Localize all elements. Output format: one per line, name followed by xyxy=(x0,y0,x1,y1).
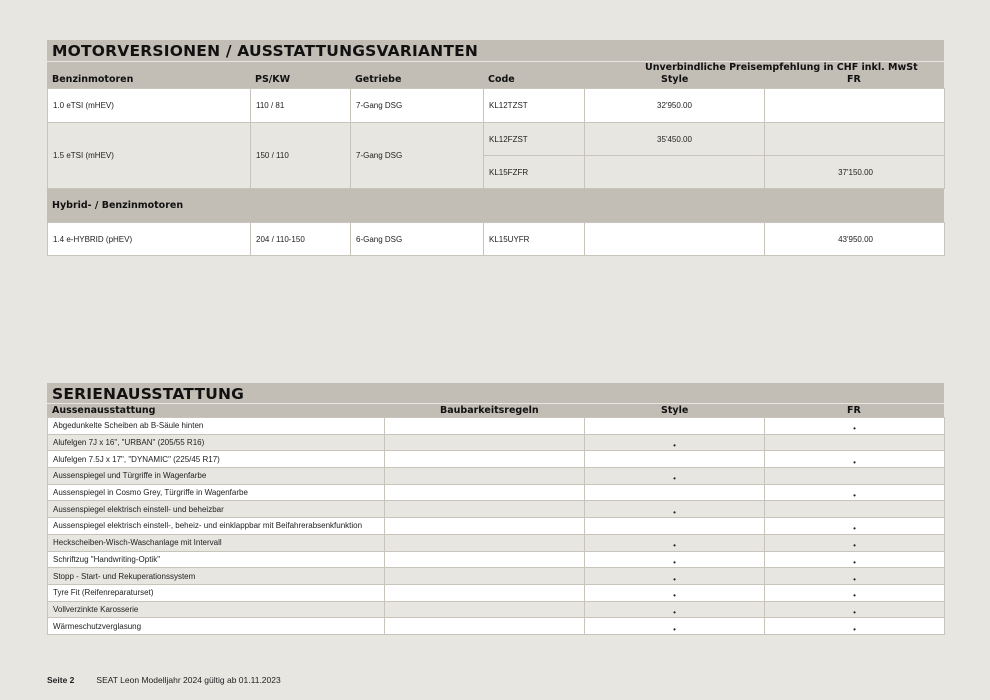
motor-table-hybrid xyxy=(47,222,945,256)
gear-cell: 6-Gang DSG xyxy=(351,223,484,256)
table-row xyxy=(48,501,945,518)
table-row xyxy=(48,484,945,501)
fr-cell xyxy=(765,451,945,468)
table-row xyxy=(48,601,945,618)
table-row xyxy=(48,518,945,535)
table-row xyxy=(48,223,945,256)
feature-name-cell: Aussenspiegel und Türgriffe in Wagenfarbe xyxy=(48,468,385,485)
style-cell xyxy=(585,518,765,535)
standard-bullet-icon: • xyxy=(853,607,856,617)
feature-name-cell: Alufelgen 7J x 16", "URBAN" (205/55 R16) xyxy=(48,434,385,451)
fr-cell xyxy=(765,568,945,585)
feature-name-cell: Alufelgen 7.5J x 17", "DYNAMIC" (225/45 R17) xyxy=(48,451,385,468)
standard-bullet-icon: • xyxy=(673,474,676,484)
standard-bullet-icon: • xyxy=(853,541,856,551)
fr-price-cell: 43'950.00 xyxy=(765,223,945,256)
fr-cell xyxy=(765,601,945,618)
table-row xyxy=(48,468,945,485)
table-row xyxy=(48,418,945,435)
group-header-hybrid: Hybrid- / Benzinmotoren xyxy=(47,189,944,222)
standard-bullet-icon: • xyxy=(853,591,856,601)
motor-header xyxy=(47,62,944,88)
table-row xyxy=(48,551,945,568)
standard-bullet-icon: • xyxy=(853,491,856,501)
style-cell xyxy=(585,501,765,518)
fr-cell xyxy=(765,551,945,568)
header-name: Aussenausstattung xyxy=(52,405,156,416)
style-cell xyxy=(585,451,765,468)
rules-cell xyxy=(385,451,585,468)
style-cell xyxy=(585,434,765,451)
standard-bullet-icon: • xyxy=(673,557,676,567)
style-cell xyxy=(585,584,765,601)
standard-bullet-icon: • xyxy=(853,574,856,584)
feature-name-cell: Abgedunkelte Scheiben ab B-Säule hinten xyxy=(48,418,385,435)
engine-cell: 1.0 eTSI (mHEV) xyxy=(48,89,251,123)
feature-name-cell: Wärmeschutzverglasung xyxy=(48,618,385,635)
fr-cell xyxy=(765,418,945,435)
feature-name-cell: Schriftzug "Handwriting-Optik" xyxy=(48,551,385,568)
fr-cell xyxy=(765,468,945,485)
standard-bullet-icon: • xyxy=(853,524,856,534)
engine-cell: 1.4 e-HYBRID (pHEV) xyxy=(48,223,251,256)
standard-bullet-icon: • xyxy=(673,541,676,551)
fr-price-cell xyxy=(765,123,945,156)
fr-cell xyxy=(765,618,945,635)
style-price-cell xyxy=(585,223,765,256)
motor-section-title: MOTORVERSIONEN / AUSSTATTUNGSVARIANTEN xyxy=(47,40,944,61)
feature-name-cell: Aussenspiegel elektrisch einstell-, beheiz- und einklappbar mit Beifahrerabsenkfunktion xyxy=(48,518,385,535)
fr-cell xyxy=(765,501,945,518)
standard-bullet-icon: • xyxy=(673,591,676,601)
fr-cell xyxy=(765,518,945,535)
footer-text: SEAT Leon Modelljahr 2024 gültig ab 01.11.2023 xyxy=(96,675,281,685)
rules-cell xyxy=(385,501,585,518)
serien-table xyxy=(47,417,945,635)
serien-section-title: SERIENAUSSTATTUNG xyxy=(47,383,944,403)
serien-header xyxy=(47,404,944,417)
gear-cell: 7-Gang DSG xyxy=(351,89,484,123)
rules-cell xyxy=(385,418,585,435)
header-style: Style xyxy=(661,74,689,85)
header-style: Style xyxy=(661,405,689,416)
style-cell xyxy=(585,418,765,435)
standard-bullet-icon: • xyxy=(853,457,856,467)
rules-cell xyxy=(385,601,585,618)
fr-cell xyxy=(765,484,945,501)
fr-price-cell xyxy=(765,89,945,123)
motor-section xyxy=(47,40,944,256)
code-cell: KL12FZST xyxy=(484,123,585,156)
table-row xyxy=(48,89,945,123)
feature-name-cell: Aussenspiegel elektrisch einstell- und beheizbar xyxy=(48,501,385,518)
header-gear: Getriebe xyxy=(355,74,402,85)
fr-price-cell: 37'150.00 xyxy=(765,156,945,189)
serien-section xyxy=(47,383,944,635)
header-fr: FR xyxy=(847,405,861,416)
table-row xyxy=(48,584,945,601)
standard-bullet-icon: • xyxy=(853,624,856,634)
table-row xyxy=(48,123,945,156)
code-cell: KL12TZST xyxy=(484,89,585,123)
power-cell: 204 / 110-150 xyxy=(251,223,351,256)
standard-bullet-icon: • xyxy=(673,624,676,634)
header-code: Code xyxy=(488,74,515,85)
rules-cell xyxy=(385,534,585,551)
table-row xyxy=(48,618,945,635)
rules-cell xyxy=(385,468,585,485)
header-power: PS/KW xyxy=(255,74,291,85)
standard-bullet-icon: • xyxy=(673,574,676,584)
rules-cell xyxy=(385,518,585,535)
standard-bullet-icon: • xyxy=(673,507,676,517)
rules-cell xyxy=(385,618,585,635)
rules-cell xyxy=(385,434,585,451)
rules-cell xyxy=(385,584,585,601)
rules-cell xyxy=(385,484,585,501)
footer xyxy=(47,675,281,685)
style-price-cell xyxy=(585,156,765,189)
header-fr: FR xyxy=(847,74,861,85)
style-price-cell: 35'450.00 xyxy=(585,123,765,156)
style-cell xyxy=(585,534,765,551)
feature-name-cell: Stopp - Start- und Rekuperationssystem xyxy=(48,568,385,585)
standard-bullet-icon: • xyxy=(853,557,856,567)
style-price-cell: 32'950.00 xyxy=(585,89,765,123)
feature-name-cell: Aussenspiegel in Cosmo Grey, Türgriffe in Wagenfarbe xyxy=(48,484,385,501)
header-engine: Benzinmotoren xyxy=(52,74,134,85)
power-cell: 150 / 110 xyxy=(251,123,351,189)
style-cell xyxy=(585,468,765,485)
table-row xyxy=(48,568,945,585)
fr-cell xyxy=(765,434,945,451)
price-note: Unverbindliche Preisempfehlung in CHF inkl. MwSt xyxy=(645,62,918,73)
table-row xyxy=(48,434,945,451)
standard-bullet-icon: • xyxy=(673,441,676,451)
motor-table xyxy=(47,88,945,189)
table-row xyxy=(48,534,945,551)
gear-cell: 7-Gang DSG xyxy=(351,123,484,189)
code-cell: KL15UYFR xyxy=(484,223,585,256)
feature-name-cell: Heckscheiben-Wisch-Waschanlage mit Intervall xyxy=(48,534,385,551)
fr-cell xyxy=(765,584,945,601)
table-row xyxy=(48,451,945,468)
standard-bullet-icon: • xyxy=(673,607,676,617)
page-number: Seite 2 xyxy=(47,675,75,685)
fr-cell xyxy=(765,534,945,551)
header-rules: Baubarkeitsregeln xyxy=(440,405,539,416)
style-cell xyxy=(585,568,765,585)
style-cell xyxy=(585,484,765,501)
rules-cell xyxy=(385,568,585,585)
feature-name-cell: Vollverzinkte Karosserie xyxy=(48,601,385,618)
engine-cell: 1.5 eTSI (mHEV) xyxy=(48,123,251,189)
power-cell: 110 / 81 xyxy=(251,89,351,123)
style-cell xyxy=(585,601,765,618)
feature-name-cell: Tyre Fit (Reifenreparaturset) xyxy=(48,584,385,601)
standard-bullet-icon: • xyxy=(853,424,856,434)
style-cell xyxy=(585,551,765,568)
code-cell: KL15FZFR xyxy=(484,156,585,189)
rules-cell xyxy=(385,551,585,568)
style-cell xyxy=(585,618,765,635)
